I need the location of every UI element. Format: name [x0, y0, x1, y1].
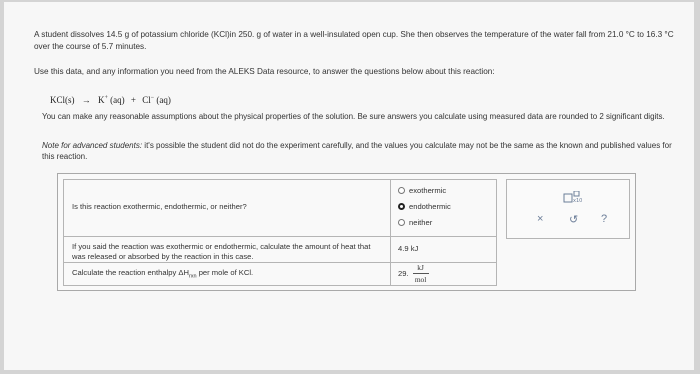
question-3-text-before: Calculate the reaction enthalpy ΔH: [72, 268, 189, 277]
unit-numerator: kJ: [417, 263, 424, 272]
undo-icon[interactable]: ↺: [569, 214, 579, 226]
question-3-text-after: per mole of KCl.: [196, 268, 254, 277]
enthalpy-unit: [413, 263, 429, 284]
product-k: K: [98, 95, 105, 105]
fraction-bar: [413, 273, 429, 274]
note-text: it's possible the student did not do the experiment carefully, and the values you calculate may not be the same as the known and published values for this reaction.: [42, 141, 672, 161]
heat-answer-field[interactable]: [398, 244, 418, 253]
question-1-text: Is this reaction exothermic, endothermic, or neither?: [72, 202, 247, 211]
product-k-state: (aq): [110, 95, 125, 105]
assumptions-text: You can make any reasonable assumptions about the physical properties of the solution. Be sure answers you calculate using measured data are rounded to 2 significant digits.: [42, 112, 665, 121]
radio-exothermic[interactable]: [398, 182, 451, 198]
enthalpy-answer-field[interactable]: [398, 263, 429, 284]
reaction-equation: [50, 95, 171, 105]
question-3-text: [72, 268, 253, 282]
radio-endothermic-circle[interactable]: [398, 203, 405, 210]
question-row-3: [64, 263, 496, 285]
question-row-1: [64, 180, 496, 236]
enthalpy-value: 29.: [398, 269, 409, 278]
problem-intro: A student dissolves 14.5 g of potassium chloride (KCl)in 250. g of water in a well-insulated open cup. She then observes the temperature of the water fall from 21.0 °C to 16.3 °C over the course of 5.7 minutes.: [34, 30, 674, 51]
clear-icon[interactable]: ×: [537, 213, 544, 225]
question-panel: [57, 173, 636, 291]
question-table: [63, 179, 497, 286]
advanced-note: [42, 141, 682, 162]
heat-unit: kJ: [410, 244, 419, 253]
plus-sign: +: [130, 95, 136, 105]
radio-exothermic-circle[interactable]: [398, 187, 405, 194]
x10-superscript-icon[interactable]: [563, 190, 583, 202]
radio-endothermic-label: endothermic: [409, 201, 451, 211]
unit-denominator: mol: [414, 275, 427, 284]
product-cl-state: (aq): [156, 95, 171, 105]
use-data-instruction: Use this data, and any information you need from the ALEKS Data resource, to answer the questions below about this reaction:: [34, 67, 495, 76]
problem-page: [4, 2, 694, 370]
help-icon[interactable]: ?: [601, 213, 608, 225]
radio-exothermic-label: exothermic: [409, 185, 447, 195]
svg-text:x10: x10: [573, 198, 583, 203]
product-k-charge: +: [104, 95, 108, 101]
reaction-arrow: →: [81, 95, 91, 105]
product-cl-charge: −: [150, 95, 155, 101]
product-cl: Cl: [142, 95, 151, 105]
radio-neither[interactable]: [398, 214, 451, 230]
reactant: KCl(s): [50, 95, 75, 105]
heat-value: 4.9: [398, 244, 409, 253]
answer-tools-panel: [506, 179, 630, 239]
question-2-text: If you said the reaction was exothermic or endothermic, calculate the amount of heat that was released or absorbed by the reaction in this case.: [72, 242, 371, 261]
question-3-subscript: rxn: [188, 273, 197, 280]
note-label: Note for advanced students:: [42, 141, 143, 150]
question-1-options: [398, 182, 451, 230]
question-row-2: [64, 237, 496, 262]
radio-endothermic[interactable]: [398, 198, 451, 214]
radio-neither-circle[interactable]: [398, 219, 405, 226]
radio-neither-label: neither: [409, 217, 433, 227]
